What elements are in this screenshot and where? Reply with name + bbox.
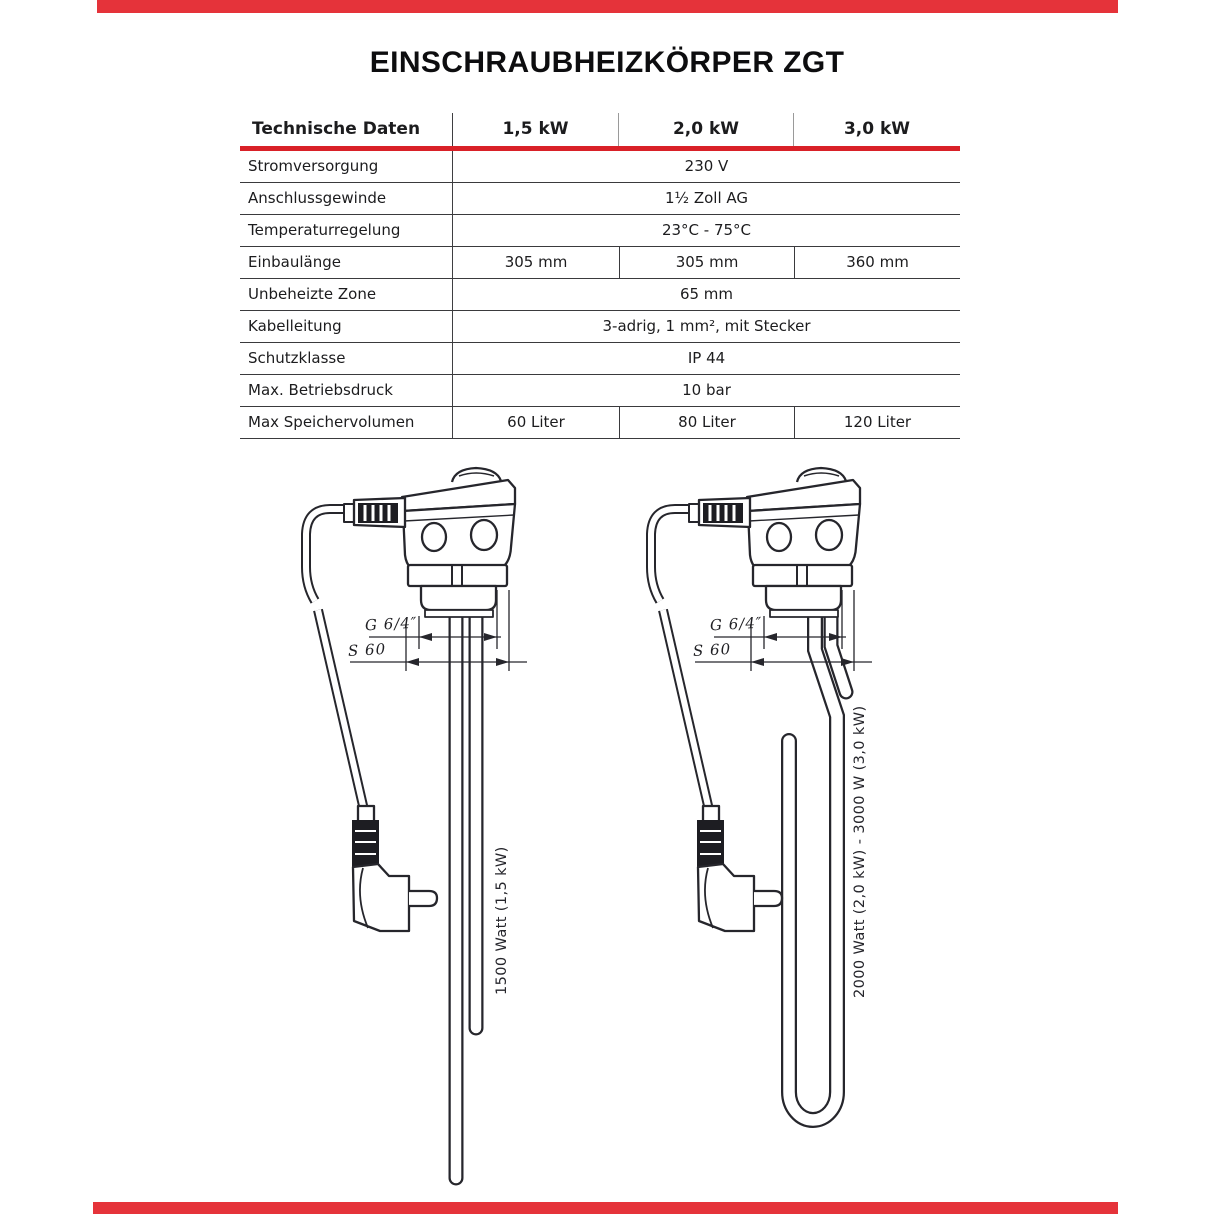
dim-label-thread-right: G 6/4″: [709, 613, 763, 635]
row-value: 305 mm: [619, 247, 794, 278]
row-label: Kabelleitung: [240, 311, 453, 342]
row-value: 360 mm: [794, 247, 960, 278]
heating-rods-straight: [456, 612, 476, 1178]
row-value: 1½ Zoll AG: [664, 189, 749, 207]
row-label: Schutzklasse: [240, 343, 453, 374]
dim-label-wrench-left: S 60: [347, 640, 387, 660]
header-2-0kw: 2,0 kW: [619, 113, 794, 146]
header-technische-daten: Technische Daten: [240, 113, 453, 146]
heating-element-hairpin: [789, 612, 846, 1120]
row-label: Stromversorgung: [240, 151, 453, 182]
row-value: 230 V: [684, 157, 729, 175]
row-label: Temperaturregelung: [240, 215, 453, 246]
caption-right-wattage: 2000 Watt (2,0 kW) - 3000 W (3,0 kW): [852, 705, 868, 999]
row-value: 80 Liter: [619, 407, 794, 438]
row-label: Max Speichervolumen: [240, 407, 453, 438]
page-title: EINSCHRAUBHEIZKÖRPER ZGT: [369, 46, 845, 79]
row-label: Anschlussgewinde: [240, 183, 453, 214]
header-3-0kw: 3,0 kW: [843, 119, 911, 139]
row-label: Einbaulänge: [240, 247, 453, 278]
row-value: 60 Liter: [507, 413, 565, 431]
row-value: 120 Liter: [794, 407, 960, 438]
caption-left-wattage: 1500 Watt (1,5 kW): [494, 846, 510, 996]
row-value: IP 44: [687, 349, 726, 367]
row-label: Unbeheizte Zone: [240, 279, 453, 310]
row-value: 305 mm: [504, 253, 568, 271]
row-value: 10 bar: [682, 381, 731, 399]
row-label: Max. Betriebsdruck: [240, 375, 453, 406]
header-1-5kw: 1,5 kW: [453, 113, 619, 146]
dim-label-thread-left: G 6/4″: [364, 613, 418, 635]
dim-label-wrench-right: S 60: [692, 640, 732, 660]
row-value: 65 mm: [679, 285, 734, 303]
bottom-red-border: [93, 1202, 1118, 1214]
row-value: 3-adrig, 1 mm², mit Stecker: [602, 317, 811, 335]
row-value: 23°C - 75°C: [661, 221, 752, 239]
